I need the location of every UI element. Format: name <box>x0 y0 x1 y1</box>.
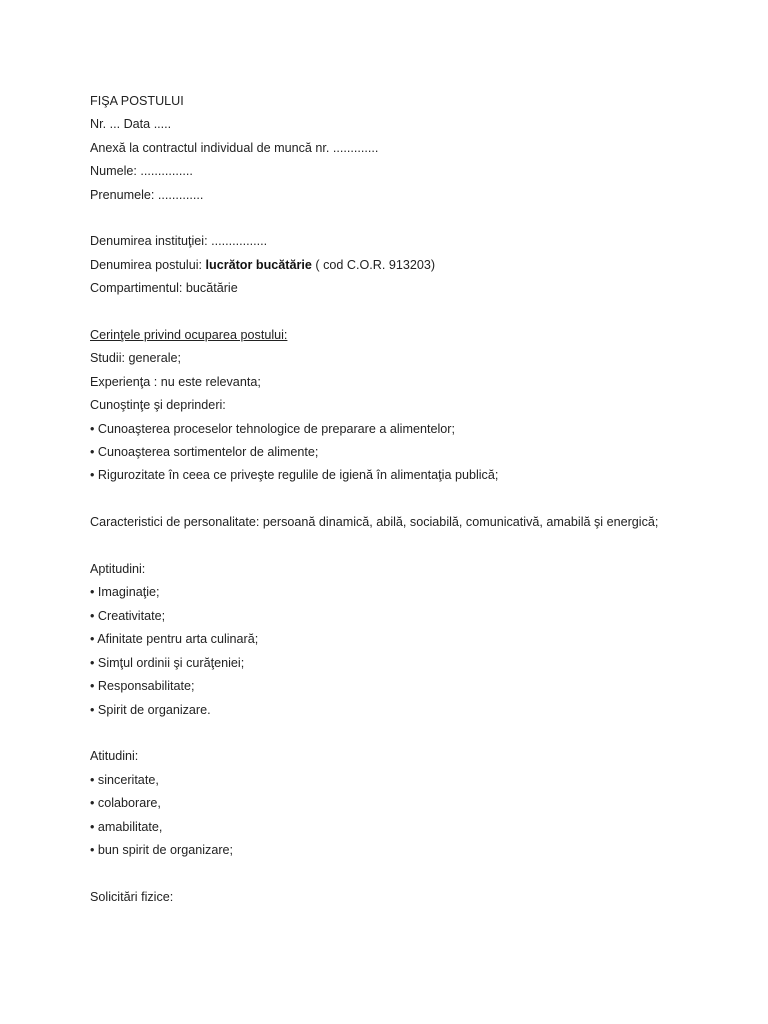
post-name-line <box>90 254 670 277</box>
spacer <box>90 535 670 558</box>
list-item: • Rigurozitate în ceea ce priveşte regulile de igienă în alimentaţia publică; <box>90 468 499 483</box>
list-item: • Cunoaşterea sortimentelor de alimente; <box>90 445 319 460</box>
bullet-icon: • <box>90 608 95 623</box>
list-item: • Simţul ordinii şi curăţeniei; <box>90 655 245 670</box>
experience-line: Experienţa : nu este relevanta; <box>90 374 261 389</box>
list-item: • Responsabilitate; <box>90 679 195 694</box>
bullet-icon: • <box>90 468 95 483</box>
bullet-icon: • <box>90 796 95 811</box>
post-label: Denumirea postului: <box>90 257 206 272</box>
bullet-icon: • <box>90 772 95 787</box>
spacer <box>90 301 670 324</box>
spacer <box>90 722 670 745</box>
bullet-icon: • <box>90 632 95 647</box>
list-item: • sinceritate, <box>90 772 159 787</box>
number-date-line: Nr. ... Data ..... <box>90 117 172 132</box>
list-item: • Imaginaţie; <box>90 585 160 600</box>
aptitudes-heading: Aptitudini: <box>90 562 146 577</box>
bullet-icon: • <box>90 842 95 857</box>
requirements-heading: Cerinţele privind ocuparea postului: <box>90 328 288 343</box>
spacer <box>90 488 670 511</box>
surname-line: Numele: ............... <box>90 164 193 179</box>
attitudes-heading: Atitudini: <box>90 749 139 764</box>
bullet-icon: • <box>90 585 95 600</box>
personality-paragraph: Caracteristici de personalitate: persoană dinamică, abilă, sociabilă, comunicativă, amabilă şi energică; <box>90 515 659 530</box>
bullet-icon: • <box>90 819 95 834</box>
list-item: • Cunoaşterea proceselor tehnologice de preparare a alimentelor; <box>90 421 455 436</box>
list-item: • colaborare, <box>90 796 161 811</box>
bullet-icon: • <box>90 421 95 436</box>
first-name-line: Prenumele: ............. <box>90 187 204 202</box>
contract-annex-line: Anexă la contractul individual de muncă nr. ............. <box>90 140 379 155</box>
bullet-icon: • <box>90 445 95 460</box>
department-line: Compartimentul: bucătărie <box>90 281 238 296</box>
spacer <box>90 207 670 230</box>
job-description-document <box>90 90 670 909</box>
bullet-icon: • <box>90 655 95 670</box>
physical-demands-heading: Solicitări fizice: <box>90 889 174 904</box>
post-code: ( cod C.O.R. 913203) <box>311 257 436 272</box>
spacer <box>90 862 670 885</box>
document-title: FIŞA POSTULUI <box>90 94 184 108</box>
list-item: • bun spirit de organizare; <box>90 842 234 857</box>
bullet-icon: • <box>90 702 95 717</box>
post-name: lucrător bucătărie <box>205 257 312 272</box>
studies-line: Studii: generale; <box>90 351 182 366</box>
list-item: • Spirit de organizare. <box>90 702 211 717</box>
knowledge-heading: Cunoştinţe şi deprinderi: <box>90 398 226 413</box>
list-item: • Afinitate pentru arta culinară; <box>90 632 259 647</box>
list-item: • amabilitate, <box>90 819 163 834</box>
list-item: • Creativitate; <box>90 608 166 623</box>
institution-name-line: Denumirea instituţiei: ................ <box>90 234 268 249</box>
bullet-icon: • <box>90 679 95 694</box>
